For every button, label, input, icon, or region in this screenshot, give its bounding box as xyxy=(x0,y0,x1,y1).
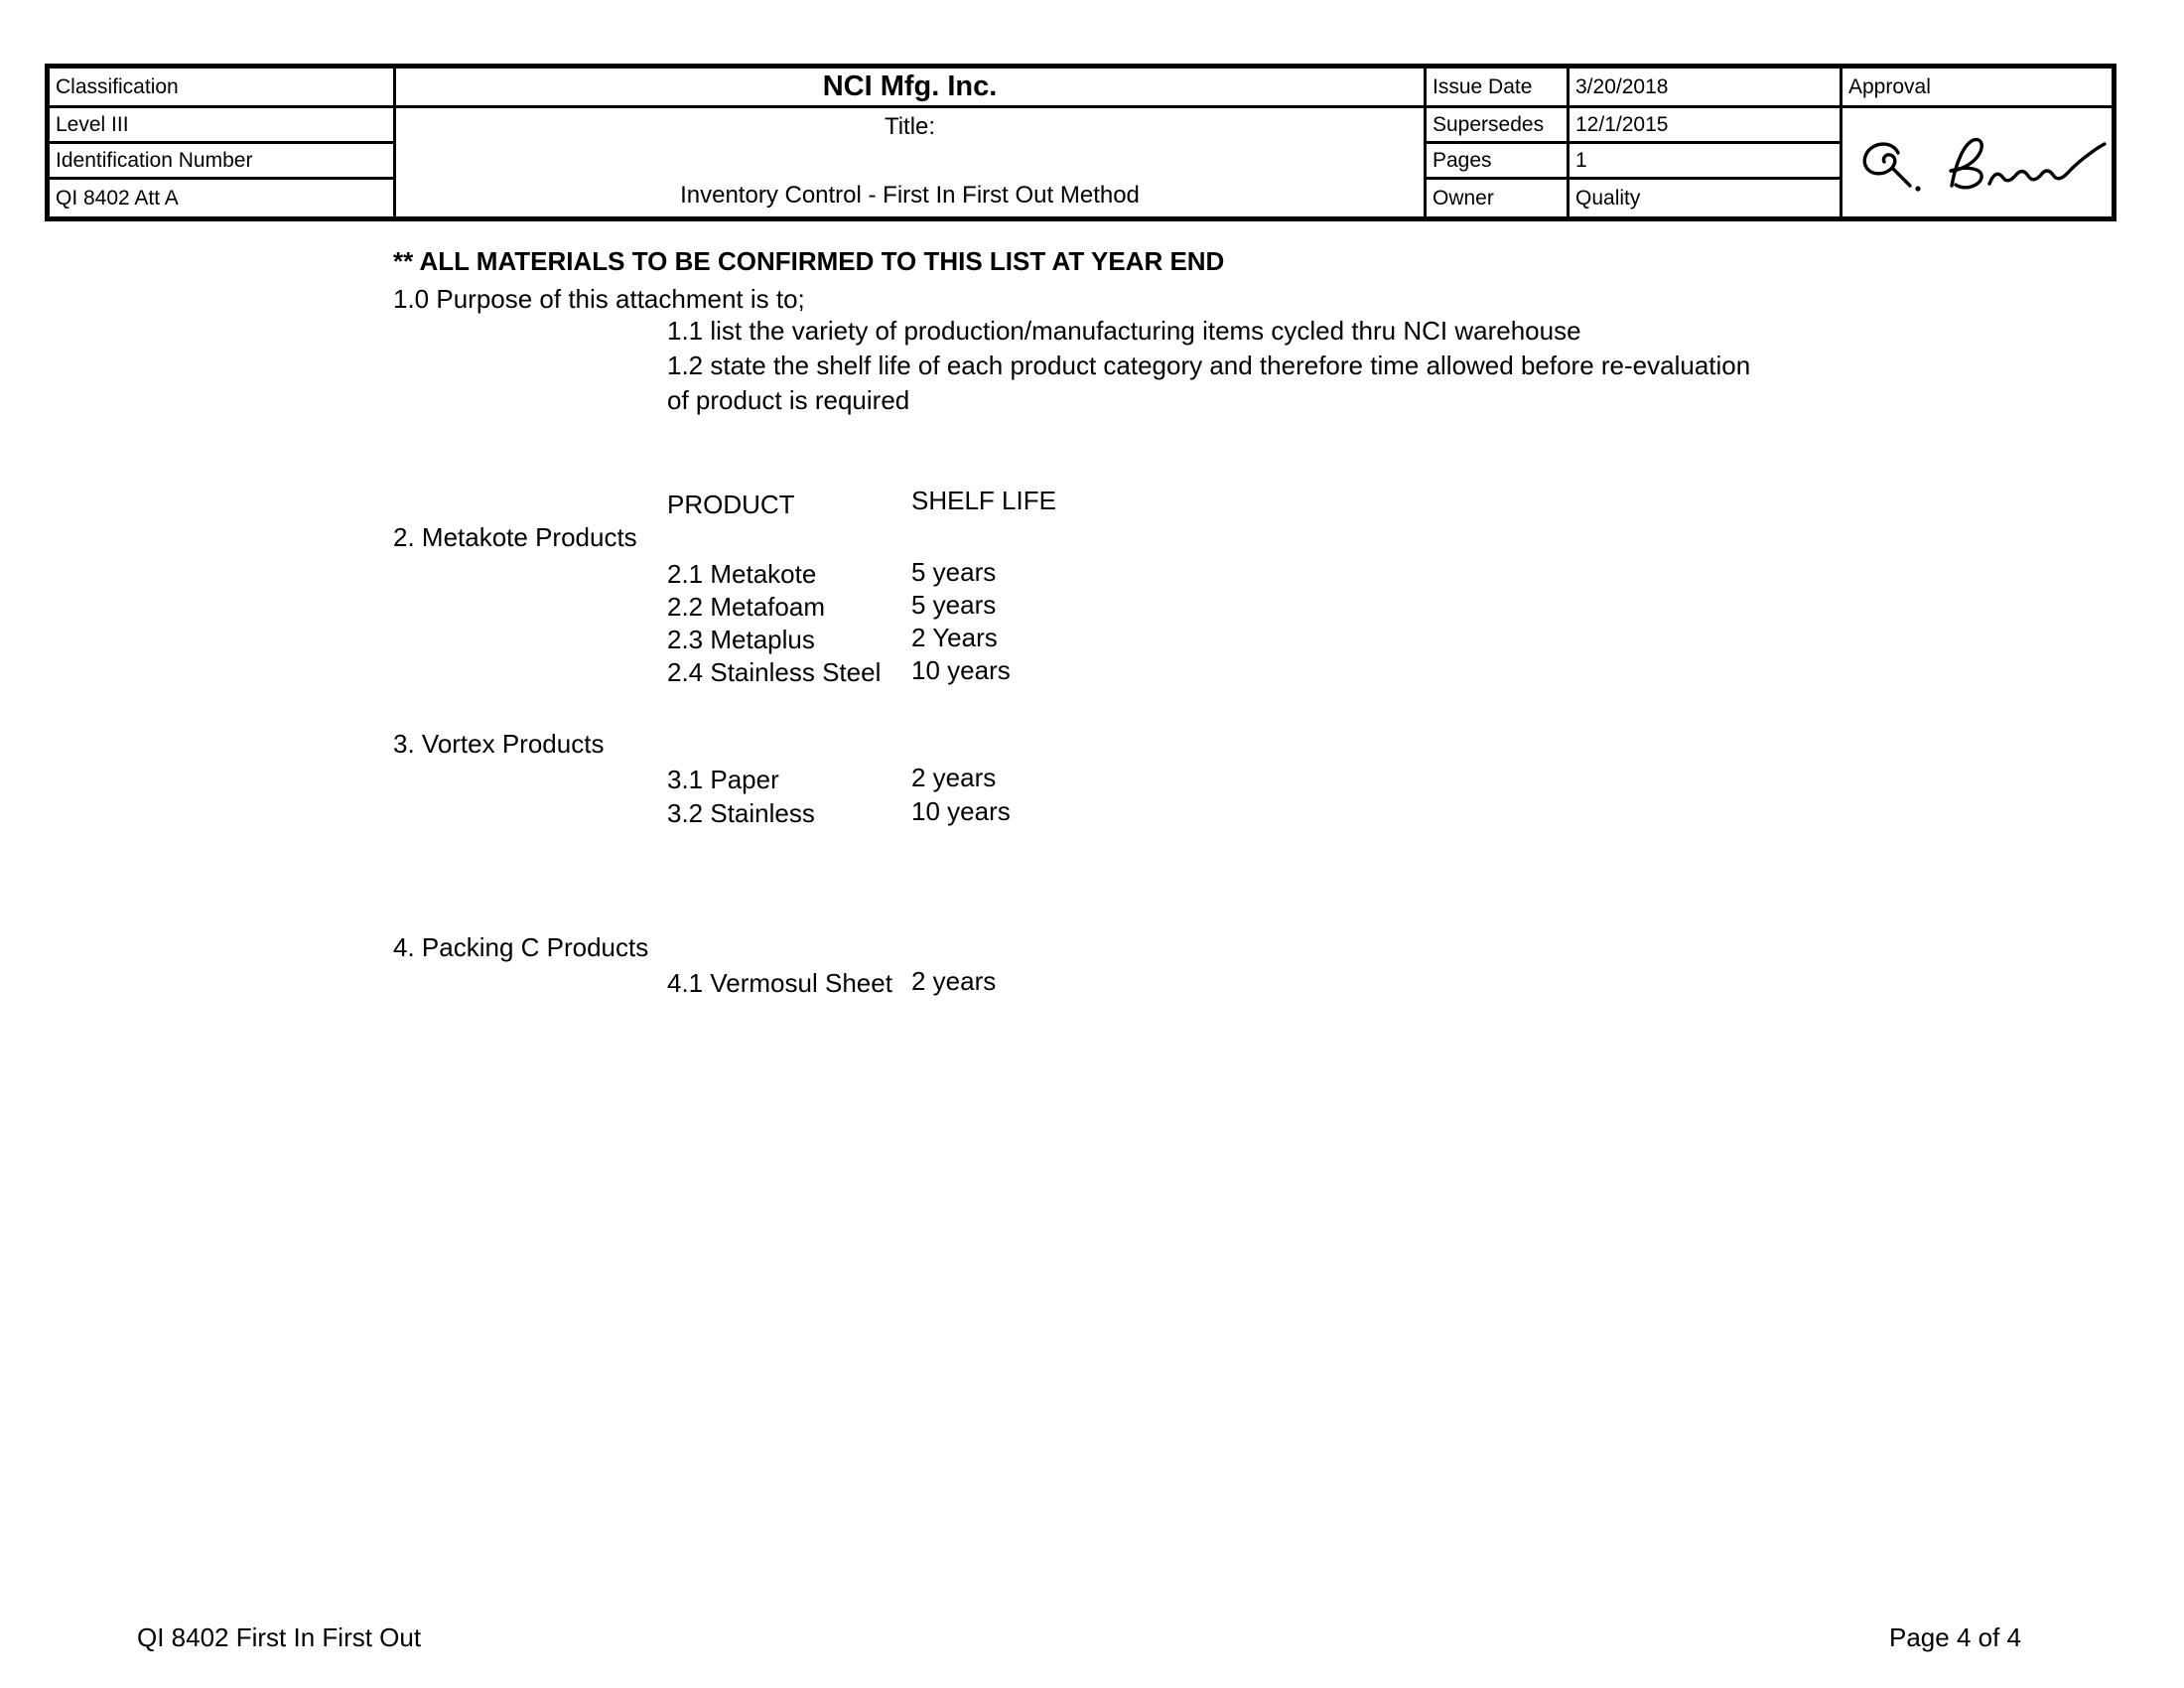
product-name: 4.1 Vermosul Sheet xyxy=(667,968,892,998)
shelf-life-value: 10 years xyxy=(911,655,1011,685)
identification-value: QI 8402 Att A xyxy=(48,179,395,219)
shelf-life-value: 2 years xyxy=(911,966,997,996)
identification-label: Identification Number xyxy=(48,143,395,179)
level-label: Level III xyxy=(48,107,395,143)
product-row xyxy=(667,623,998,654)
supersedes-value: 12/1/2015 xyxy=(1569,107,1842,143)
product-row xyxy=(667,655,1011,687)
document-title: Inventory Control - First In First Out Method xyxy=(680,182,1140,209)
issue-date-value: 3/20/2018 xyxy=(1569,67,1842,107)
shelf-life-value: 2 years xyxy=(911,763,997,792)
footer-doc-ref: QI 8402 First In First Out xyxy=(137,1622,422,1652)
product-row xyxy=(667,966,997,998)
footer-page-number: Page 4 of 4 xyxy=(1889,1622,2021,1652)
pages-label: Pages xyxy=(1426,143,1569,179)
shelf-life-value: 10 years xyxy=(911,796,1011,826)
shelf-life-value: 2 Years xyxy=(911,623,998,652)
issue-date-label: Issue Date xyxy=(1426,67,1569,107)
header-table xyxy=(45,64,2116,221)
shelf-life-value: 5 years xyxy=(911,590,997,620)
company-name: NCI Mfg. Inc. xyxy=(395,67,1426,107)
title-cell xyxy=(395,107,1426,219)
approval-label: Approval xyxy=(1842,67,2115,107)
product-name: 2.4 Stainless Steel xyxy=(667,657,882,687)
title-label: Title: xyxy=(884,113,936,140)
product-row xyxy=(667,557,997,589)
product-row xyxy=(667,763,997,794)
classification-label: Classification xyxy=(48,67,395,107)
section-heading-vortex: 3. Vortex Products xyxy=(393,729,605,759)
approval-signature-cell xyxy=(1842,107,2115,219)
owner-label: Owner xyxy=(1426,179,1569,219)
product-column-header: PRODUCT xyxy=(667,490,795,519)
product-name: 2.3 Metaplus xyxy=(667,625,815,654)
product-name: 2.2 Metafoam xyxy=(667,592,825,622)
purpose-item-1-1: 1.1 list the variety of production/manufacturing items cycled thru NCI warehouse xyxy=(667,316,1581,346)
shelf-life-value: 5 years xyxy=(911,557,997,587)
section-heading-packing: 4. Packing C Products xyxy=(393,932,649,962)
approval-signature xyxy=(1852,122,2113,204)
purpose-item-1-2-cont: of product is required xyxy=(667,385,910,415)
product-row xyxy=(667,796,1011,828)
purpose-heading: 1.0 Purpose of this attachment is to; xyxy=(393,284,805,314)
product-name: 3.2 Stainless xyxy=(667,798,815,828)
owner-value: Quality xyxy=(1569,179,1842,219)
purpose-item-1-2: 1.2 state the shelf life of each product category and therefore time allowed before re-evaluation xyxy=(667,351,1751,380)
section-heading-metakote: 2. Metakote Products xyxy=(393,522,637,552)
shelf-life-column-header: SHELF LIFE xyxy=(911,486,1056,515)
pages-value: 1 xyxy=(1569,143,1842,179)
materials-notice: ** ALL MATERIALS TO BE CONFIRMED TO THIS LIST AT YEAR END xyxy=(393,246,1225,276)
supersedes-label: Supersedes xyxy=(1426,107,1569,143)
product-row xyxy=(667,590,997,622)
product-name: 3.1 Paper xyxy=(667,765,779,794)
product-name: 2.1 Metakote xyxy=(667,559,817,589)
